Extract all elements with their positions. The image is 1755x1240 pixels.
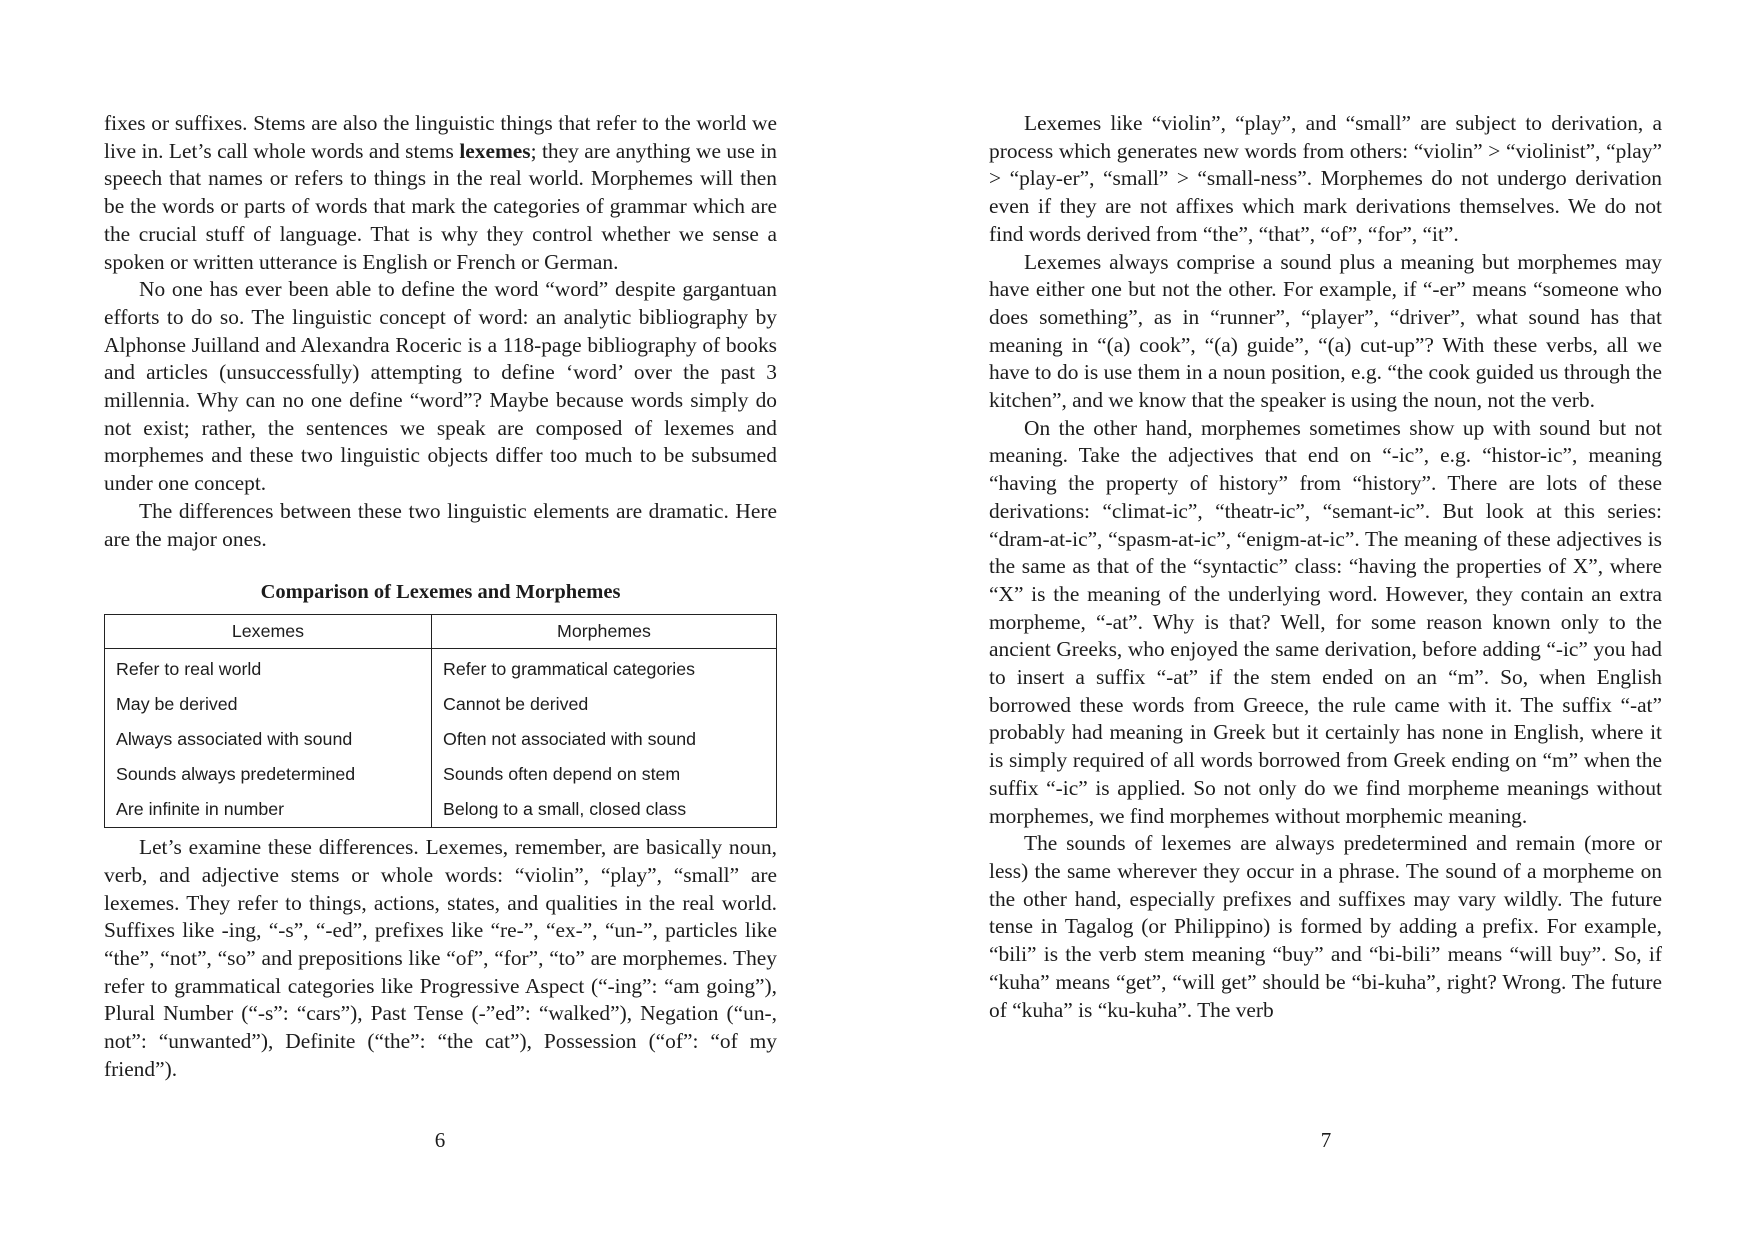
table-cell: Refer to grammatical categories <box>442 658 695 679</box>
left-page <box>104 110 777 1084</box>
left-p1-before: fixes or suffixes. Stems are also the linguistic things that refer to the world we live in. Let’s call whole words and stems <box>104 111 777 163</box>
right-paragraph-1: Lexemes like “violin”, “play”, and “small” are subject to derivation, a process which generates new words from others: “violin” > “violinist”, “play” > “play-er”, “small” > “small-ness”. Morphemes do not undergo derivation even if they are not affixes which mark derivations themselves. We do not find words derived from “the”, “that”, “of”, “for”, “it”. <box>989 111 1662 246</box>
table-header-morphemes: Morphemes <box>431 615 776 649</box>
page-number-left: 6 <box>434 1128 446 1152</box>
left-p1-after: ; they are anything we use in speech that names or refers to things in the real world. Morphemes will then be the words or parts of words that mark the categories of grammar which are the crucial stuff of language. That is why they control whether we sense a spoken or written utterance is English or French or German. <box>104 138 777 274</box>
table-row <box>105 757 777 792</box>
table-cell: Sounds always predetermined <box>105 757 432 792</box>
table-row <box>105 687 777 722</box>
table-cell: May be derived <box>105 687 432 722</box>
left-paragraph-2: No one has ever been able to define the word “word” despite gargantuan efforts to do so. The linguistic concept of word: an analytic bibliography by Alphonse Juilland and Alexandra Roceric is a 118-page bibliography of books and articles (unsuccessfully) attempting to define ‘word’ over the past 3 millennia. Why can no one define “word”? Maybe because words simply do not exist; rather, the sentences we speak are composed of lexemes and morphemes and these two linguistic objects differ too much to be subsumed under one concept. <box>104 277 777 496</box>
right-paragraph-2: Lexemes always comprise a sound plus a meaning but morphemes may have either one but not the other. For example, if “-er” means “someone who does something”, as in “runner”, “player”, “driver”, what sound has that meaning in “(a) cook”, “(a) guide”, “(a) cut-up”? With these verbs, all we have to do is use them in a noun position, e.g. “the cook guided us through the kitchen”, and we know that the speaker is using the noun, not the verb. <box>989 249 1662 413</box>
table-cell: Belong to a small, closed class <box>442 798 687 819</box>
table-header-lexemes: Lexemes <box>105 615 432 649</box>
lexemes-term: lexemes <box>459 138 531 163</box>
right-paragraph-3: On the other hand, morphemes sometimes show up with sound but not meaning. Take the adjectives that end on “-ic”, e.g. “histor-ic”, meaning “having the property of history” from “history”. There are lots of these derivations: “climat-ic”, “theatr-ic”, “semant-ic”. But look at this series: “dram-at-ic”, “spasm-at-ic”, “enigm-at-ic”. The meaning of these adjectives is the same as that of the “syntactic” class: “having the properties of X”, where “X” is the meaning of the underlying word. However, they contain an extra morpheme, “-at”. Why is that? Well, for some reason known only to the ancient Greeks, who enjoyed the same derivation, before adding “-ic” you had to insert a suffix “-at” if the stem ended on an “m”. So, when English borrowed these words from Greece, the rule came with it. The suffix “-at” probably had meaning in Greek but it certainly has none in English, where it is simply required of all words borrowed from Greek ending on “m” when the suffix “-ic” is applied. So not only do we find morpheme meanings without morphemes, we find morphemes without morphemic meaning. <box>989 415 1662 828</box>
table-row <box>105 792 777 828</box>
left-paragraph-3: The differences between these two linguistic elements are dramatic. Here are the major ones. <box>104 498 777 551</box>
right-paragraph-4: The sounds of lexemes are always predetermined and remain (more or less) the same wherever they occur in a phrase. The sound of a morpheme on the other hand, especially prefixes and suffixes may vary wildly. The future tense in Tagalog (or Philippino) is formed by adding a prefix. For example, “bili” is the verb stem meaning “buy” and “bi-bili” means “will buy”. So, if “kuha” means “get”, “will get” should be “bi-kuha”, right? Wrong. The future of “kuha” is “ku-kuha”. The verb <box>989 831 1662 1022</box>
table-cell: Are infinite in number <box>105 792 432 828</box>
left-paragraph-4: Let’s examine these differences. Lexemes, remember, are basically noun, verb, and adjective stems or whole words: “violin”, “play”, “small” are lexemes. They refer to things, actions, states, and qualities in the real world. Suffixes like -ing, “-s”, “-ed”, prefixes like “re-”, “ex-”, “un-”, particles like “the”, “not”, “so” and prepositions like “of”, “for”, “to” are morphemes. They refer to grammatical categories like Progressive Aspect (“-ing”: “am going”), Plural Number (“-s”: “cars”), Past Tense (-”ed”: “walked”), Negation (“un-, not”: “unwanted”), Definite (“the”: “the cat”), Possession (“of”: “of my friend”). <box>104 835 777 1081</box>
table-row <box>105 722 777 757</box>
table-row <box>105 649 777 688</box>
table-cell: Refer to real world <box>105 649 432 688</box>
comparison-table <box>104 614 777 828</box>
table-header-row <box>105 615 777 649</box>
left-paragraph-1 <box>104 110 777 276</box>
table-cell: Always associated with sound <box>105 722 432 757</box>
page-number-right: 7 <box>1320 1128 1332 1152</box>
right-page <box>989 110 1662 1024</box>
table-cell: Cannot be derived <box>442 693 589 714</box>
table-caption: Comparison of Lexemes and Morphemes <box>260 581 621 604</box>
table-cell: Sounds often depend on stem <box>442 763 681 784</box>
table-cell: Often not associated with sound <box>442 728 697 749</box>
